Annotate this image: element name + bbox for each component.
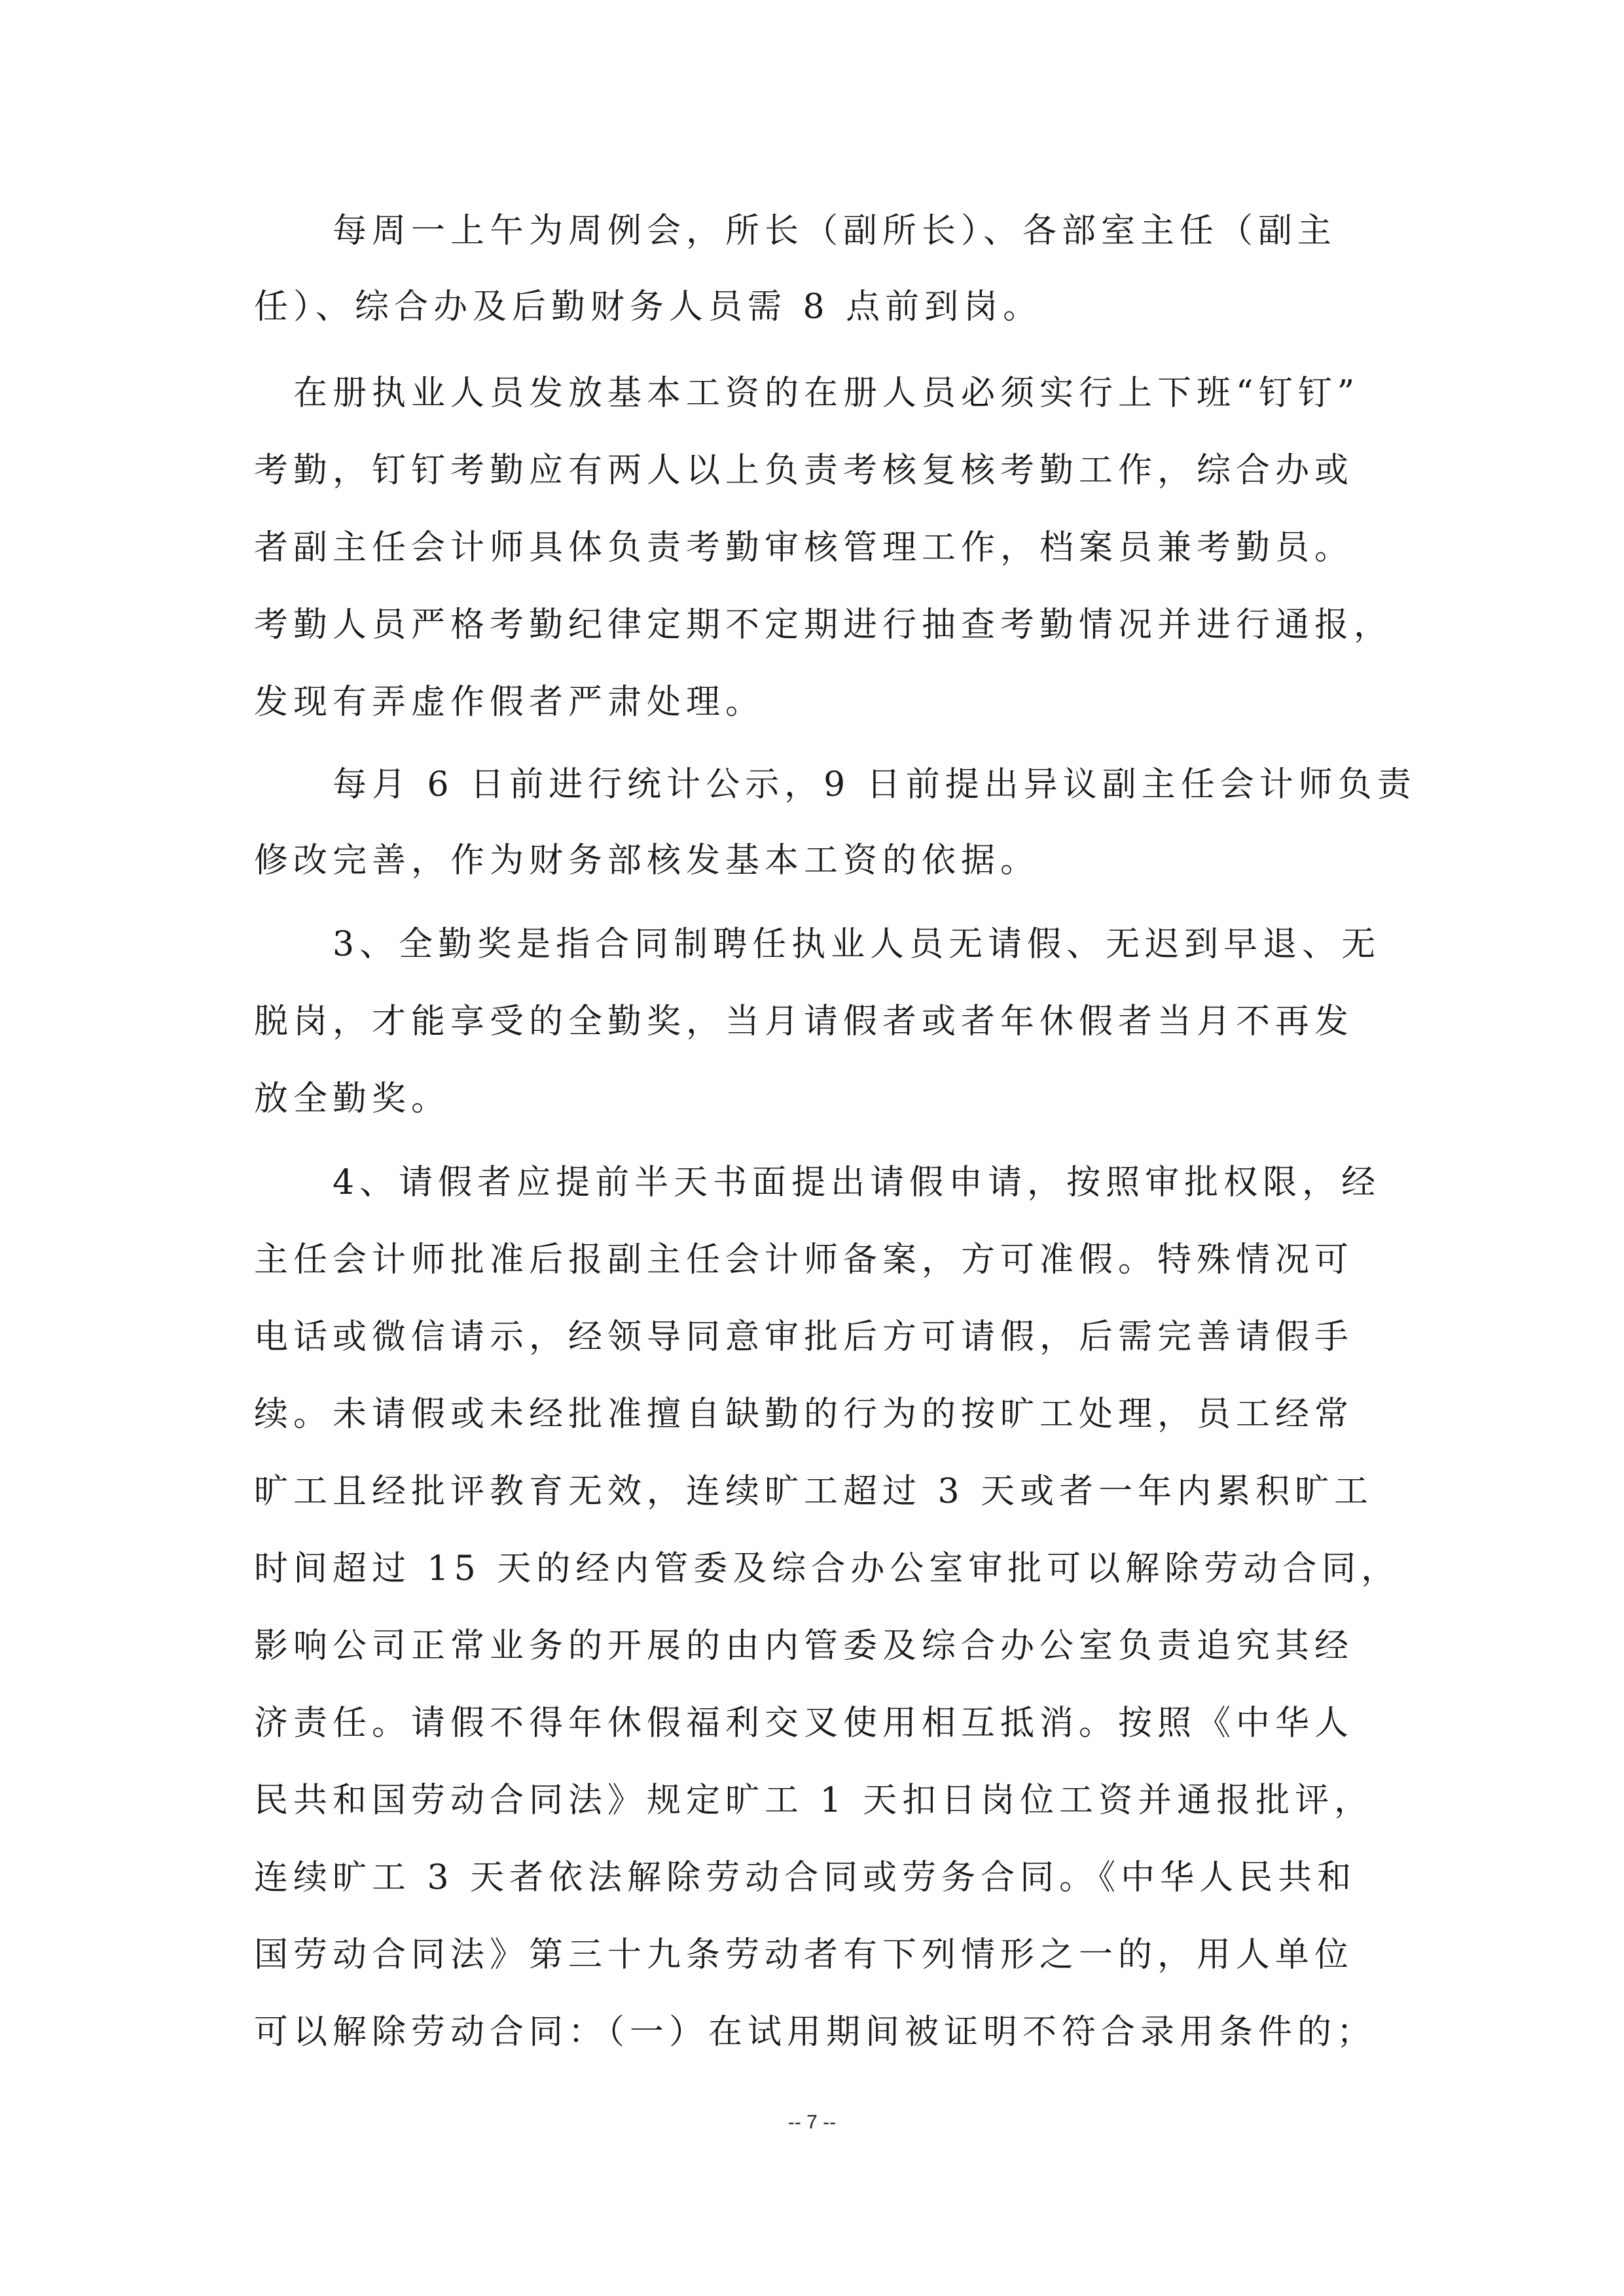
text-line: 民共和国劳动合同法》规定旷工 1 天扣日岗位工资并通报批评， — [254, 1781, 1374, 1820]
text-line: 时间超过 15 天的经内管委及综合办公室审批可以解除劳动合同， — [254, 1549, 1401, 1588]
text-line: 在册执业人员发放基本工资的在册人员必须实行上下班“钉钉” — [254, 374, 1360, 413]
text-line: 脱岗，才能享受的全勤奖，当月请假者或者年休假者当月不再发 — [254, 1002, 1354, 1041]
text-line: 影响公司正常业务的开展的由内管委及综合办公室负责追究其经 — [254, 1626, 1354, 1666]
text-line: 济责任。请假不得年休假福利交叉使用相互抵消。按照《中华人 — [254, 1704, 1354, 1743]
text-line: 修改完善，作为财务部核发基本工资的依据。 — [254, 841, 1040, 880]
text-line: 续。未请假或未经批准擅自缺勤的行为的按旷工处理，员工经常 — [254, 1395, 1354, 1434]
text-line: 电话或微信请示，经领导同意审批后方可请假，后需完善请假手 — [254, 1318, 1354, 1357]
text-line: 者副主任会计师具体负责考勤审核管理工作，档案员兼考勤员。 — [254, 528, 1354, 567]
text-line: 可以解除劳动合同：（一）在试用期间被证明不符合录用条件的； — [254, 2013, 1377, 2052]
text-line: 3、全勤奖是指合同制聘任执业人员无请假、无迟到早退、无 — [254, 925, 1381, 964]
text-line: 连续旷工 3 天者依法解除劳动合同或劳务合同。《中华人民共和 — [254, 1858, 1357, 1897]
text-line: 任）、综合办及后勤财务人员需 8 点前到岗。 — [254, 287, 1043, 327]
page-number: -- 7 -- — [787, 2111, 837, 2133]
text-line: 国劳动合同法》第三十九条劳动者有下列情形之一的，用人单位 — [254, 1935, 1354, 1975]
text-line: 每月 6 日前进行统计公示，9 日前提出异议副主任会计师负责 — [254, 765, 1416, 804]
text-line: 放全勤奖。 — [254, 1079, 451, 1119]
text-line: 每周一上午为周例会，所长（副所长）、各部室主任（副主 — [254, 211, 1337, 251]
text-line: 考勤人员严格考勤纪律定期不定期进行抽查考勤情况并进行通报， — [254, 605, 1394, 645]
text-line: 考勤，钉钉考勤应有两人以上负责考核复核考勤工作，综合办或 — [254, 451, 1354, 490]
text-line: 旷工且经批评教育无效，连续旷工超过 3 天或者一年内累积旷工 — [254, 1472, 1374, 1511]
text-line: 主任会计师批准后报副主任会计师备案，方可准假。特殊情况可 — [254, 1240, 1354, 1280]
text-line: 发现有弄虚作假者严肃处理。 — [254, 683, 765, 722]
text-line: 4、请假者应提前半天书面提出请假申请，按照审批权限，经 — [254, 1163, 1381, 1202]
